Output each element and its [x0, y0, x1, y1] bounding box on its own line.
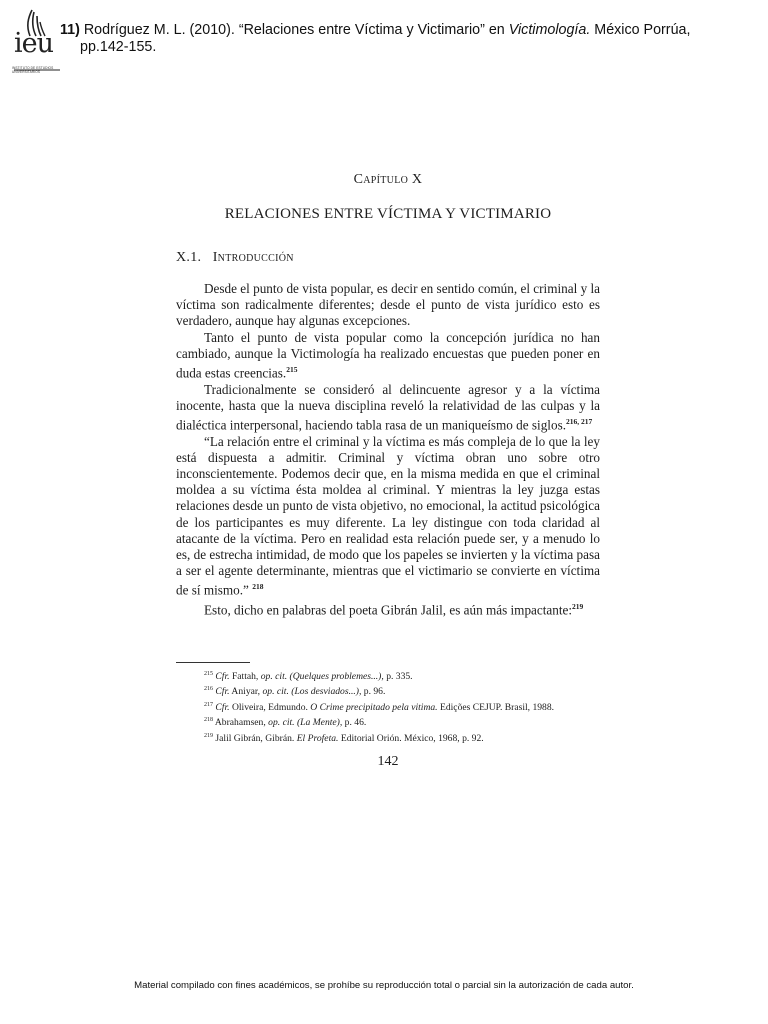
page-number: 142 — [377, 754, 399, 769]
citation-pages: pp.142-155. — [80, 39, 157, 55]
section-number: X.1. — [176, 250, 202, 265]
logo-wordmark: ieu — [14, 28, 54, 59]
footnote: $^{219}$ Jalil Gibrán, Gibrán. El Profeta. Editorial Orión. México, 1968, p. 92. — [204, 732, 484, 744]
footnote-ref: 215 — [286, 365, 298, 375]
citation-book: Victimología. — [508, 22, 591, 38]
citation — [60, 22, 720, 56]
footnotes — [204, 668, 624, 745]
paragraph: “La relación entre el criminal y la víctima es más compleja de lo que la ley está dispuesta a admitir. Criminal y víctima obran uno sobre otro inconscientemente. Podemos decir que, en la misma medida en que el criminal moldea a su víctima ésta moldea al criminal. Y mientras la ley juzga estas relaciones desde un punto de vista objetivo, no emocional, la actitud psicológica de los participantes es muy diferente. La ley distingue con toda claridad al atacante de la víctima. Pero en realidad esta relación puede ser, y a menudo lo es, de estrecha intimidad, de modo que los papeles se invierten y la víctima pasa a ser el agente determinante, mientras que el victimario se convierte en víctima de sí mismo.” $^{218}$ — [176, 433, 600, 598]
section-title: Introducción — [212, 250, 294, 265]
citation-publisher: México Porrúa, — [594, 22, 691, 38]
paragraph: Tradicionalmente se consideró al delincuente agresor y a la víctima inocente, hasta que la nueva disciplina reveló la relatividad de las culpas y la dialéctica interpersonal, haciendo tabla rasa de un maniqueísmo de siglos.$^{216, 217}$ — [176, 381, 600, 433]
logo-subtext: INSTITUTO DE ESTUDIOS UNIVERSITARIOS — [12, 66, 54, 74]
citation-text: Rodríguez M. L. (2010). “Relaciones entre Víctima y Victimario” en — [83, 22, 505, 38]
citation-number: 11) — [60, 22, 80, 38]
paragraph: Esto, dicho en palabras del poeta Gibrán Jalil, es aún más impactante:$^{219}$ — [204, 602, 584, 618]
body-text — [176, 281, 600, 619]
section-heading — [176, 250, 600, 266]
footnote: $^{216}$ Cfr. Aniyar, op. cit. (Los desviados...), p. 96. — [204, 686, 386, 698]
chapter-title: RELACIONES ENTRE VÍCTIMA Y VICTIMARIO — [224, 206, 552, 222]
paragraph: Desde el punto de vista popular, es decir en sentido común, el criminal y la víctima son radicalmente diferentes; desde el punto de vista jurídico esto es verdadero, aunque hay algunas excepciones. — [176, 281, 600, 329]
footnote-ref: 218 — [252, 582, 264, 592]
footnote: $^{215}$ Cfr. Fattah, op. cit. (Quelques problemes...), p. 335. — [204, 671, 413, 683]
chapter-label: Capítulo X — [353, 172, 423, 187]
footnote: $^{218}$ Abrahamsen, op. cit. (La Mente), p. 46. — [204, 717, 367, 729]
footnote: $^{217}$ Cfr. Oliveira, Edmundo. O Crime precipitado pela vitima. Edições CEJUP. Brasil, 1988. — [204, 701, 555, 713]
paragraph: Tanto el punto de vista popular como la concepción jurídica no han cambiado, aunque la Victimología ha realizado encuestas que pueden poner en duda estas creencias.$^{215}$ — [176, 329, 600, 381]
footnote-ref: 219 — [572, 602, 584, 612]
footnote-ref: 216, 217 — [566, 417, 593, 427]
footnote-divider — [176, 662, 250, 663]
disclaimer: Material compilado con fines académicos, se prohíbe su reproducción total o parcial sin la autorización de cada autor. — [134, 980, 634, 991]
